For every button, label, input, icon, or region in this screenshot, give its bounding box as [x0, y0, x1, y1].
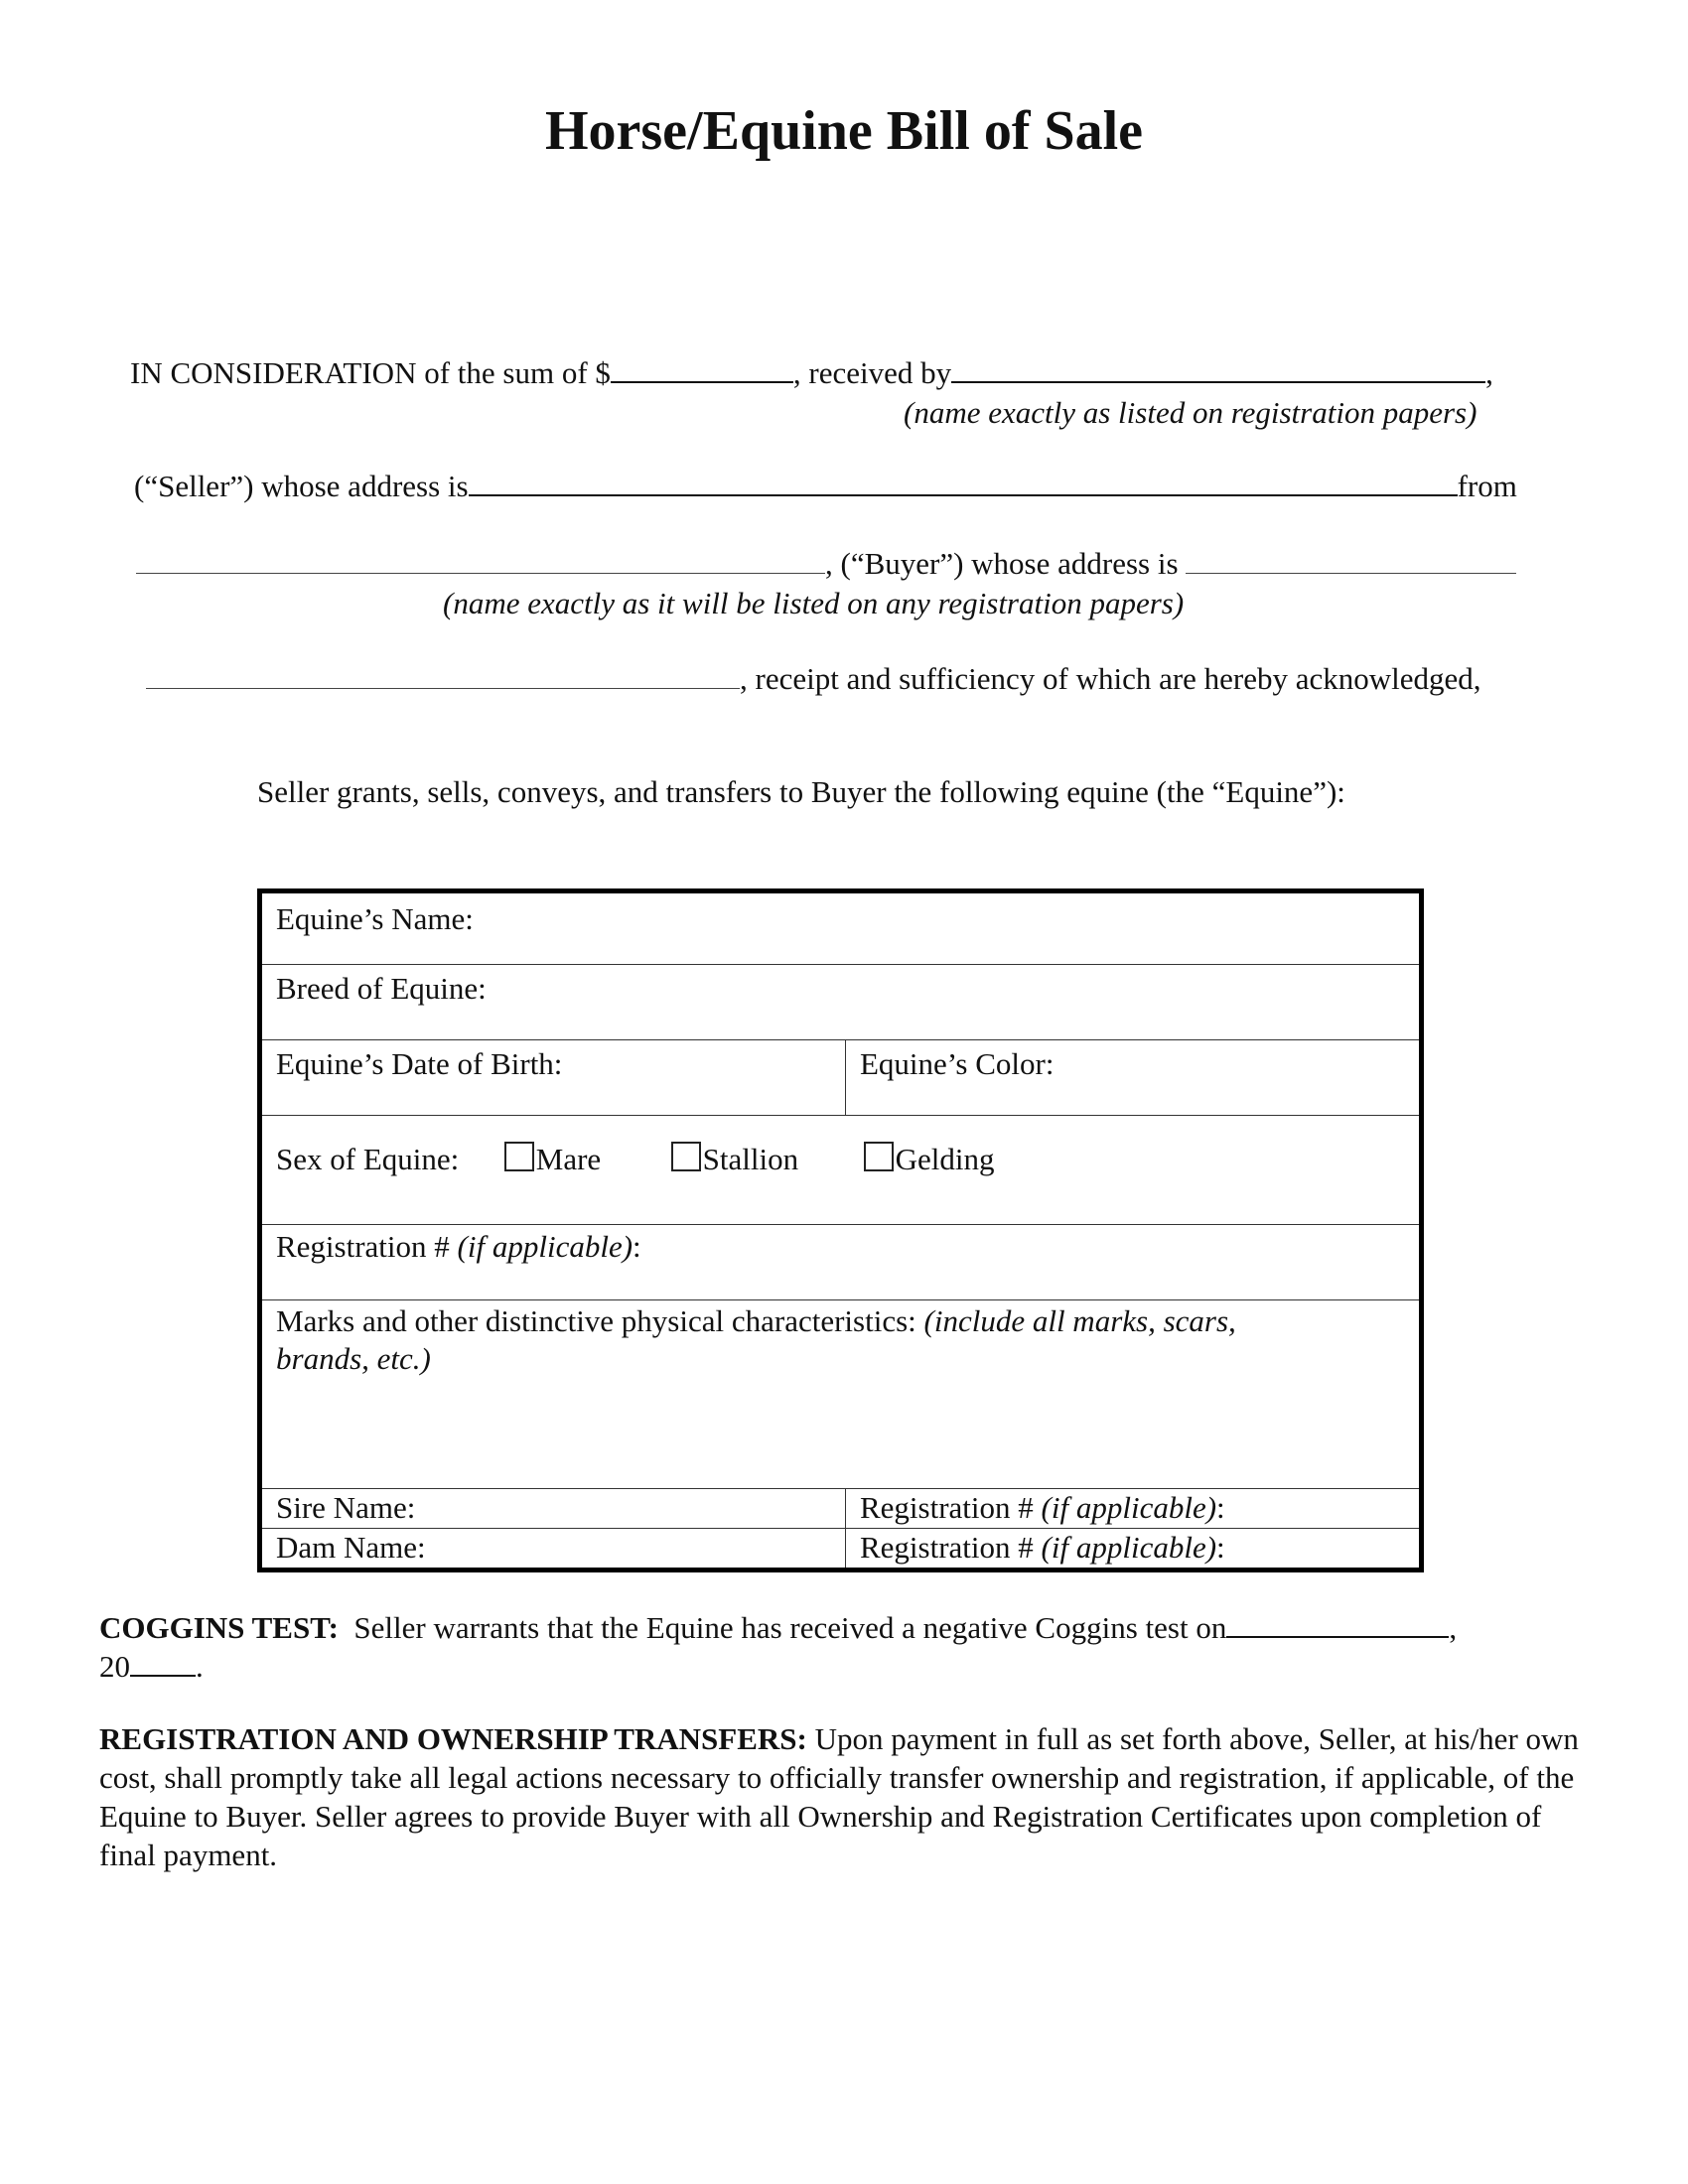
colon: : [1216, 1490, 1225, 1525]
colon: : [633, 1229, 641, 1264]
checkbox-icon[interactable] [864, 1142, 894, 1171]
buyer-address-field[interactable] [1186, 551, 1516, 574]
sex-row [262, 1116, 1419, 1225]
buyer-line [136, 546, 1516, 582]
breed-row[interactable] [262, 965, 1419, 1040]
equine-name-label: Equine’s Name: [276, 901, 474, 936]
registration-transfer-paragraph [99, 1719, 1599, 1874]
color-label: Equine’s Color: [860, 1046, 1055, 1081]
comma: , [1449, 1610, 1458, 1645]
period: . [196, 1649, 204, 1684]
registration-cell [262, 1225, 1419, 1299]
sum-field[interactable] [611, 359, 793, 383]
dam-label: Dam Name: [276, 1530, 426, 1565]
seller-address-prefix: (“Seller”) whose address is [134, 469, 469, 503]
breed-label: Breed of Equine: [276, 971, 487, 1006]
equine-name-row[interactable] [262, 893, 1419, 965]
marks-cell [262, 1300, 1419, 1488]
seller-name-field[interactable] [951, 359, 1485, 383]
from-text: from [1457, 469, 1517, 503]
sex-label: Sex of Equine: [276, 1142, 460, 1176]
registration-note: (if applicable) [457, 1229, 633, 1264]
buyer-address-continued-field[interactable] [146, 666, 740, 689]
stallion-label: Stallion [702, 1142, 799, 1176]
marks-note-2: brands, etc.) [276, 1341, 431, 1376]
registration-transfer-text: Upon payment in full as set forth above, Seller, at his/her own cost, shall promptly take all legal actions necessary to officially transfer ownership and registration, if applicable, of the Equine to Buyer. Seller agrees to provide Buyer with all Ownership and Registration Certificates upon completion of final payment. [99, 1721, 1579, 1872]
sex-cell [262, 1116, 1419, 1224]
marks-row[interactable] [262, 1300, 1419, 1489]
colon: : [1216, 1530, 1225, 1565]
sire-cell[interactable] [262, 1489, 845, 1528]
dob-label: Equine’s Date of Birth: [276, 1046, 563, 1081]
marks-label: Marks and other distinctive physical characteristics: [276, 1303, 924, 1338]
sire-label: Sire Name: [276, 1490, 416, 1525]
consideration-line [130, 355, 1493, 391]
sire-registration-label: Registration # [860, 1490, 1042, 1525]
marks-note-1: (include all marks, scars, [923, 1303, 1236, 1338]
acknowledgment-text: , receipt and sufficiency of which are hereby acknowledged, [740, 661, 1481, 696]
dam-registration-cell[interactable] [845, 1529, 1419, 1568]
buyer-address-text: , (“Buyer”) whose address is [825, 546, 1179, 581]
coggins-text: Seller warrants that the Equine has received a negative Coggins test on [353, 1610, 1227, 1645]
sire-registration-note: (if applicable) [1041, 1490, 1217, 1525]
page-title: Horse/Equine Bill of Sale [544, 100, 1144, 162]
dam-row [262, 1529, 1419, 1568]
consideration-prefix: IN CONSIDERATION of the sum of $ [130, 355, 611, 390]
mare-label: Mare [535, 1142, 602, 1176]
seller-address-line [134, 469, 1517, 504]
registration-row[interactable] [262, 1225, 1419, 1300]
gelding-label: Gelding [895, 1142, 995, 1176]
seller-name-note: (name exactly as listed on registration papers) [904, 395, 1477, 430]
sire-registration-cell[interactable] [845, 1489, 1419, 1528]
year-prefix: 20 [99, 1649, 130, 1684]
dob-cell[interactable] [262, 1040, 845, 1115]
coggins-year-field[interactable] [130, 1653, 196, 1677]
checkbox-icon[interactable] [671, 1142, 701, 1171]
checkbox-icon[interactable] [504, 1142, 534, 1171]
received-by-text: , received by [792, 355, 952, 390]
acknowledgment-line [146, 661, 1481, 697]
buyer-name-field[interactable] [136, 551, 825, 574]
mare-checkbox[interactable] [504, 1142, 601, 1176]
seller-address-field[interactable] [469, 473, 1458, 496]
dam-cell[interactable] [262, 1529, 845, 1568]
color-cell[interactable] [845, 1040, 1419, 1115]
buyer-name-note: (name exactly as it will be listed on any registration papers) [443, 586, 1185, 620]
dam-registration-label: Registration # [860, 1530, 1042, 1565]
coggins-date-field[interactable] [1226, 1614, 1449, 1638]
stallion-checkbox[interactable] [671, 1142, 798, 1176]
dob-color-row [262, 1040, 1419, 1116]
registration-transfer-heading: REGISTRATION AND OWNERSHIP TRANSFERS: [99, 1721, 807, 1756]
comma: , [1485, 355, 1493, 390]
coggins-paragraph [99, 1608, 1589, 1686]
registration-label: Registration # [276, 1229, 458, 1264]
gelding-checkbox[interactable] [864, 1142, 995, 1176]
equine-details-table [257, 888, 1424, 1572]
sire-row [262, 1489, 1419, 1529]
grant-text: Seller grants, sells, conveys, and transfers to Buyer the following equine (the “Equine”): [257, 774, 1345, 809]
coggins-heading: COGGINS TEST: [99, 1610, 339, 1645]
dam-registration-note: (if applicable) [1041, 1530, 1217, 1565]
